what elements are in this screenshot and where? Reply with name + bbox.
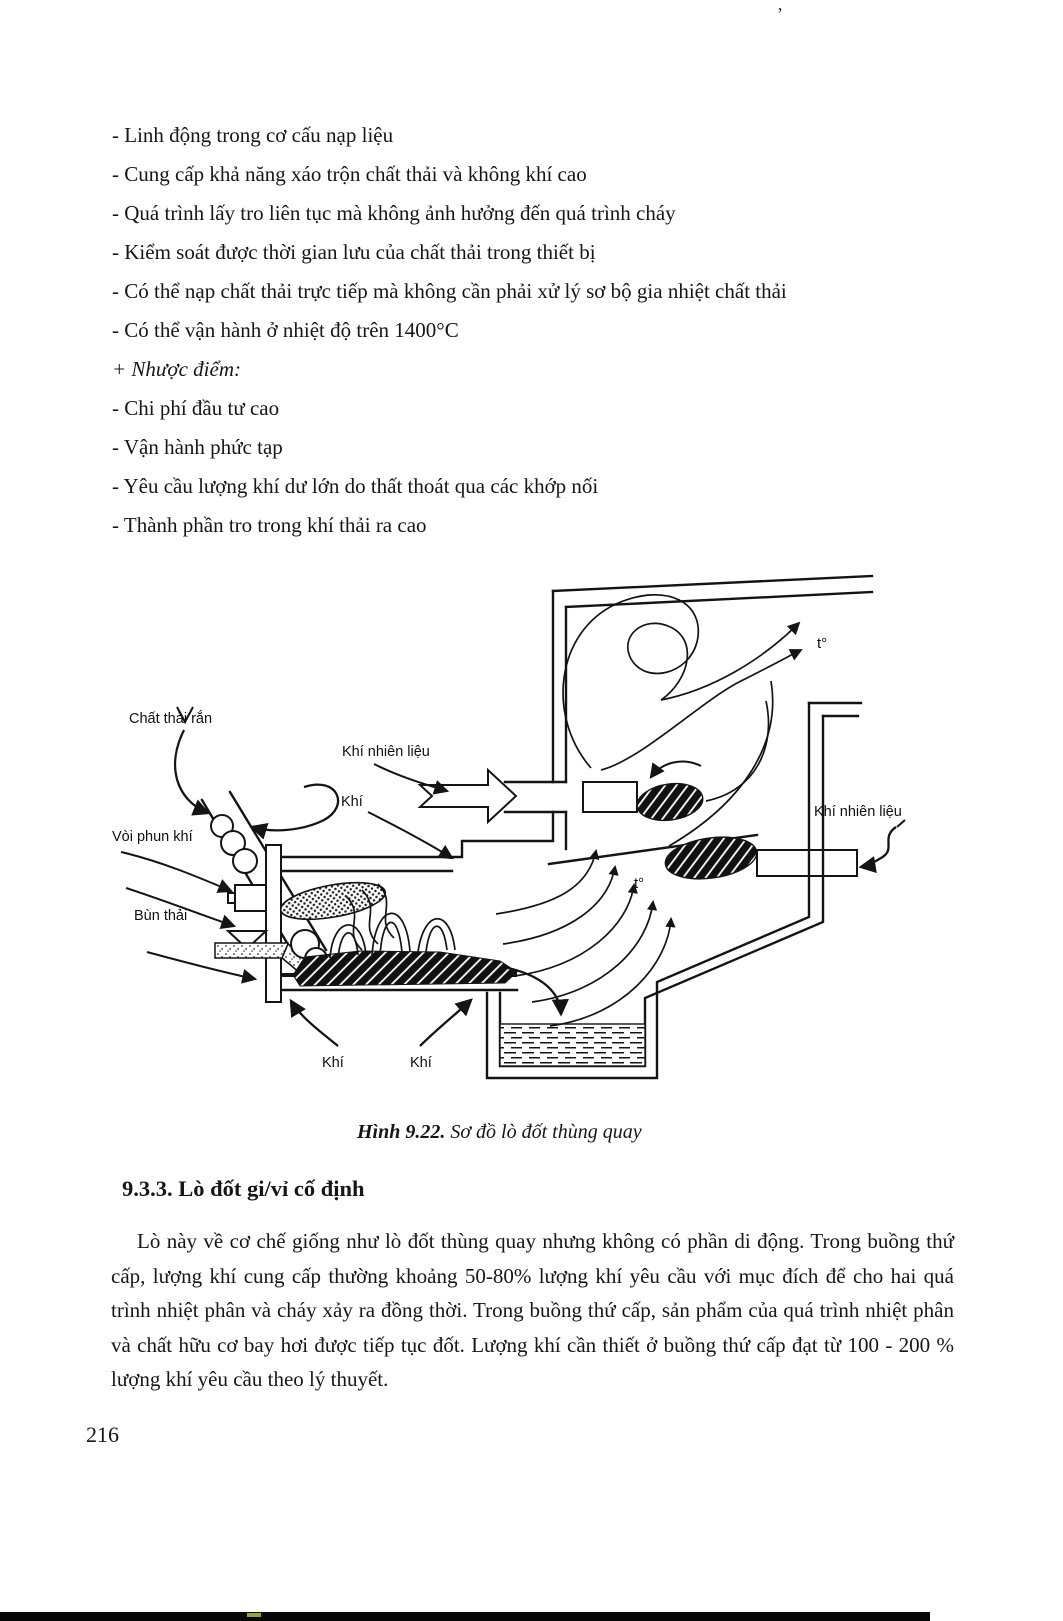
list-item: - Có thể nạp chất thải trực tiếp mà không cần phải xử lý sơ bộ gia nhiệt chất thải <box>112 279 787 303</box>
list-item: - Thành phần tro trong khí thải ra cao <box>112 513 427 537</box>
lower-burner-tube <box>757 850 857 876</box>
list-item: - Quá trình lấy tro liên tục mà không ảnh hưởng đến quá trình cháy <box>112 201 676 225</box>
furnace-structure <box>281 576 872 1078</box>
lower-burner-flame <box>663 832 760 884</box>
figure-caption <box>357 1121 642 1144</box>
label-gas-top: Khí <box>341 794 363 810</box>
label-temperature-lower: t° <box>634 875 645 892</box>
burner-box-step <box>228 893 235 903</box>
scan-color-speck <box>247 1613 261 1617</box>
list-item-disadvantages-header: + Nhược điểm: <box>112 357 241 381</box>
flames-and-waste-bed <box>278 780 857 986</box>
label-temperature-upper: t° <box>817 635 828 652</box>
section-paragraph: Lò này về cơ chế giống như lò đốt thùng quay nhưng không có phần di động. Trong buồng thứ cấp, lượng khí cung cấp thường khoảng 50-80% lượng khí yêu cầu với mục đích để cho hai quá trình nhiệt phân và cháy xảy ra đồng thời. Trong buồng thứ cấp, sản phẩm của quá trình nhiệt phân và chất hữu cơ bay hơi được tiếp tục đốt. Lượng khí cần thiết ở buồng thứ cấp đạt từ 100 - 200 % lượng khí yêu cầu theo lý thuyết. <box>111 1229 954 1392</box>
ash-quench-water <box>500 1024 645 1066</box>
advantages-disadvantages-list <box>112 116 992 545</box>
gas-inlet-block-arrow <box>420 770 516 822</box>
page-number: 216 <box>86 1422 119 1447</box>
label-solid-waste: Chất thải rắn <box>129 711 213 727</box>
list-item: - Có thể vận hành ở nhiệt độ trên 1400°C <box>112 318 459 342</box>
feed-screw-roller <box>233 849 257 873</box>
label-gas-bottom-left: Khí <box>322 1055 344 1071</box>
sludge-funnel <box>228 931 266 944</box>
list-item: - Cung cấp khả năng xáo trộn chất thải và không khí cao <box>112 162 587 186</box>
label-gas-bottom-right: Khí <box>410 1055 432 1071</box>
kiln-end-plate <box>266 845 281 1002</box>
secondary-burner-flame <box>635 780 705 825</box>
list-item: - Chi phí đầu tư cao <box>112 396 280 420</box>
secondary-burner-nozzle <box>583 782 637 812</box>
burning-waste-bed <box>293 951 517 986</box>
figure-caption-label: Hình 9.22. <box>357 1121 446 1143</box>
kiln-burner-flame <box>278 876 388 926</box>
burner-box <box>235 885 266 911</box>
list-item: - Yêu cầu lượng khí dư lớn do thất thoát qua các khớp nối <box>112 474 599 498</box>
sludge-feed-pipe <box>215 943 288 958</box>
label-fuel-gas-top: Khí nhiên liệu <box>342 744 430 760</box>
label-fuel-gas-right: Khí nhiên liệu <box>814 804 902 820</box>
list-item: - Kiểm soát được thời gian lưu của chất thải trong thiết bị <box>112 240 596 264</box>
list-item: - Vận hành phức tạp <box>112 435 283 459</box>
label-air-nozzle: Vòi phun khí <box>112 829 193 845</box>
scan-edge-bar <box>0 1612 930 1621</box>
scan-artifact-mark: ’ <box>777 4 783 24</box>
section-heading: 9.3.3. Lò đốt gi/vỉ cố định <box>122 1176 365 1201</box>
rotary-kiln-incinerator-diagram <box>84 556 964 1080</box>
list-item: - Linh động trong cơ cấu nạp liệu <box>112 123 394 147</box>
label-sludge: Bùn thải <box>134 908 188 924</box>
figure-caption-text: Sơ đồ lò đốt thùng quay <box>445 1121 642 1143</box>
